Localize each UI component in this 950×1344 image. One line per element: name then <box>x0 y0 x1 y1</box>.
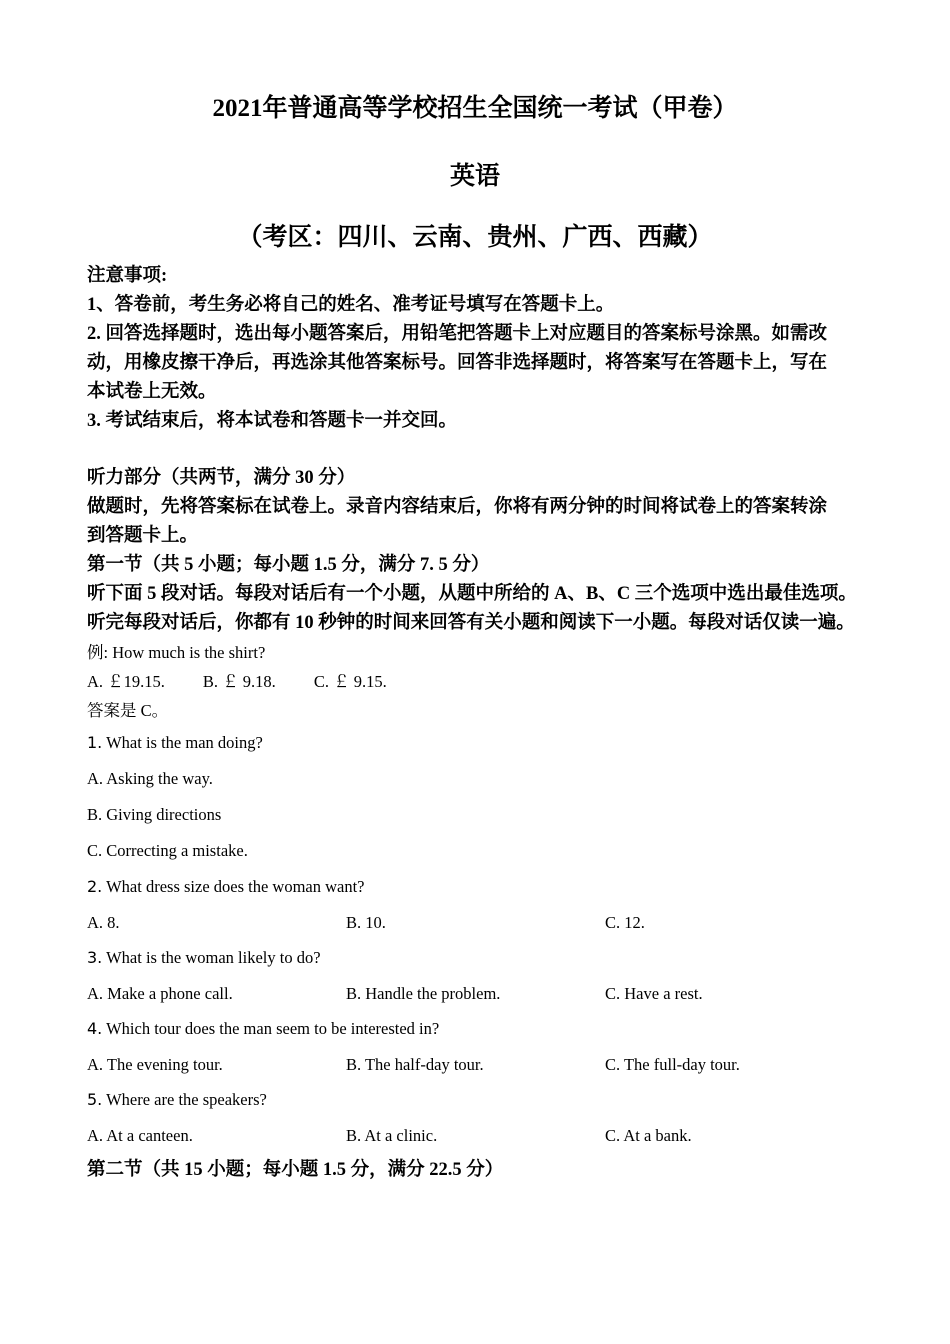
question-text: Which tour does the man seem to be interested in? <box>102 1019 440 1038</box>
question-1-option-a: A. Asking the way. <box>87 769 213 788</box>
example-option-b: B. ￡ 9.18. <box>202 672 276 691</box>
listening-intro-line-1: 做题时，先将答案标在试卷上。录音内容结束后，你将有两分钟的时间将试卷上的答案转涂 <box>87 497 828 517</box>
notice-item-2-line-1: 2. 回答选择题时，选出每小题答案后，用铅笔把答题卡上对应题目的答案标号涂黑。如需改 <box>87 324 828 344</box>
question-3-option-b: B. Handle the problem. <box>346 984 501 1003</box>
question-3-option-c: C. Have a rest. <box>605 984 703 1003</box>
question-2-option-a: A. 8. <box>87 913 120 932</box>
example-option-c: C. ￡ 9.15. <box>313 672 387 691</box>
question-text: What is the woman likely to do? <box>102 948 321 967</box>
question-number: 1. <box>87 733 103 752</box>
question-2-option-b: B. 10. <box>346 913 386 932</box>
question-number: 4. <box>87 1019 103 1038</box>
exam-body <box>87 262 877 1187</box>
question-1 <box>87 725 877 761</box>
question-5 <box>87 1082 877 1118</box>
question-2 <box>87 869 877 905</box>
listening-intro-line-2: 到答题卡上。 <box>87 526 199 546</box>
question-1-option-b: B. Giving directions <box>87 805 222 824</box>
notice-item-1: 1、答卷前，考生务必将自己的姓名、准考证号填写在答题卡上。 <box>87 295 615 315</box>
question-text: What dress size does the woman want? <box>102 877 365 896</box>
exam-title: 2021年普通高等学校招生全国统一考试（甲卷） <box>212 95 738 122</box>
question-number: 5. <box>87 1090 103 1109</box>
section1-instruction-1: 听下面 5 段对话。每段对话后有一个小题，从题中所给的 A、B、C 三个选项中选出最佳选项。 <box>87 584 857 604</box>
example-options <box>87 667 877 696</box>
question-5-option-b: B. At a clinic. <box>346 1126 438 1145</box>
example-question: 例: How much is the shirt? <box>87 643 266 662</box>
question-2-options <box>87 905 877 940</box>
listening-heading: 听力部分（共两节，满分 30 分） <box>87 468 356 488</box>
section2-heading: 第二节（共 15 小题；每小题 1.5 分，满分 22.5 分） <box>87 1160 504 1180</box>
question-number: 2. <box>87 877 103 896</box>
question-4 <box>87 1011 877 1047</box>
question-3 <box>87 940 877 976</box>
question-4-options <box>87 1047 877 1082</box>
question-text: Where are the speakers? <box>102 1090 267 1109</box>
notice-heading: 注意事项: <box>87 266 168 286</box>
notice-item-2-line-3: 本试卷上无效。 <box>87 382 217 402</box>
region-title: （考区：四川、云南、贵州、广西、西藏） <box>237 224 713 251</box>
spacer <box>87 436 877 464</box>
subject-title: 英语 <box>449 163 500 190</box>
question-5-option-a: A. At a canteen. <box>87 1126 193 1145</box>
question-text: What is the man doing? <box>102 733 263 752</box>
question-1-option-c: C. Correcting a mistake. <box>87 841 248 860</box>
question-5-option-c: C. At a bank. <box>605 1126 692 1145</box>
question-3-option-a: A. Make a phone call. <box>87 984 233 1003</box>
question-3-options <box>87 976 877 1011</box>
notice-item-2-line-2: 动，用橡皮擦干净后，再选涂其他答案标号。回答非选择题时，将答案写在答题卡上，写在 <box>87 353 828 373</box>
example-answer: 答案是 C。 <box>87 701 169 720</box>
question-4-option-a: A. The evening tour. <box>87 1055 223 1074</box>
question-4-option-b: B. The half-day tour. <box>346 1055 484 1074</box>
question-2-option-c: C. 12. <box>605 913 645 932</box>
section1-heading: 第一节（共 5 小题；每小题 1.5 分，满分 7. 5 分） <box>87 555 490 575</box>
example-option-a: A. ￡19.15. <box>87 672 165 691</box>
question-number: 3. <box>87 948 103 967</box>
section1-instruction-2: 听完每段对话后，你都有 10 秒钟的时间来回答有关小题和阅读下一小题。每段对话仅读一遍。 <box>87 613 855 633</box>
notice-item-3: 3. 考试结束后，将本试卷和答题卡一并交回。 <box>87 411 458 431</box>
question-4-option-c: C. The full-day tour. <box>605 1055 740 1074</box>
question-5-options <box>87 1118 877 1153</box>
